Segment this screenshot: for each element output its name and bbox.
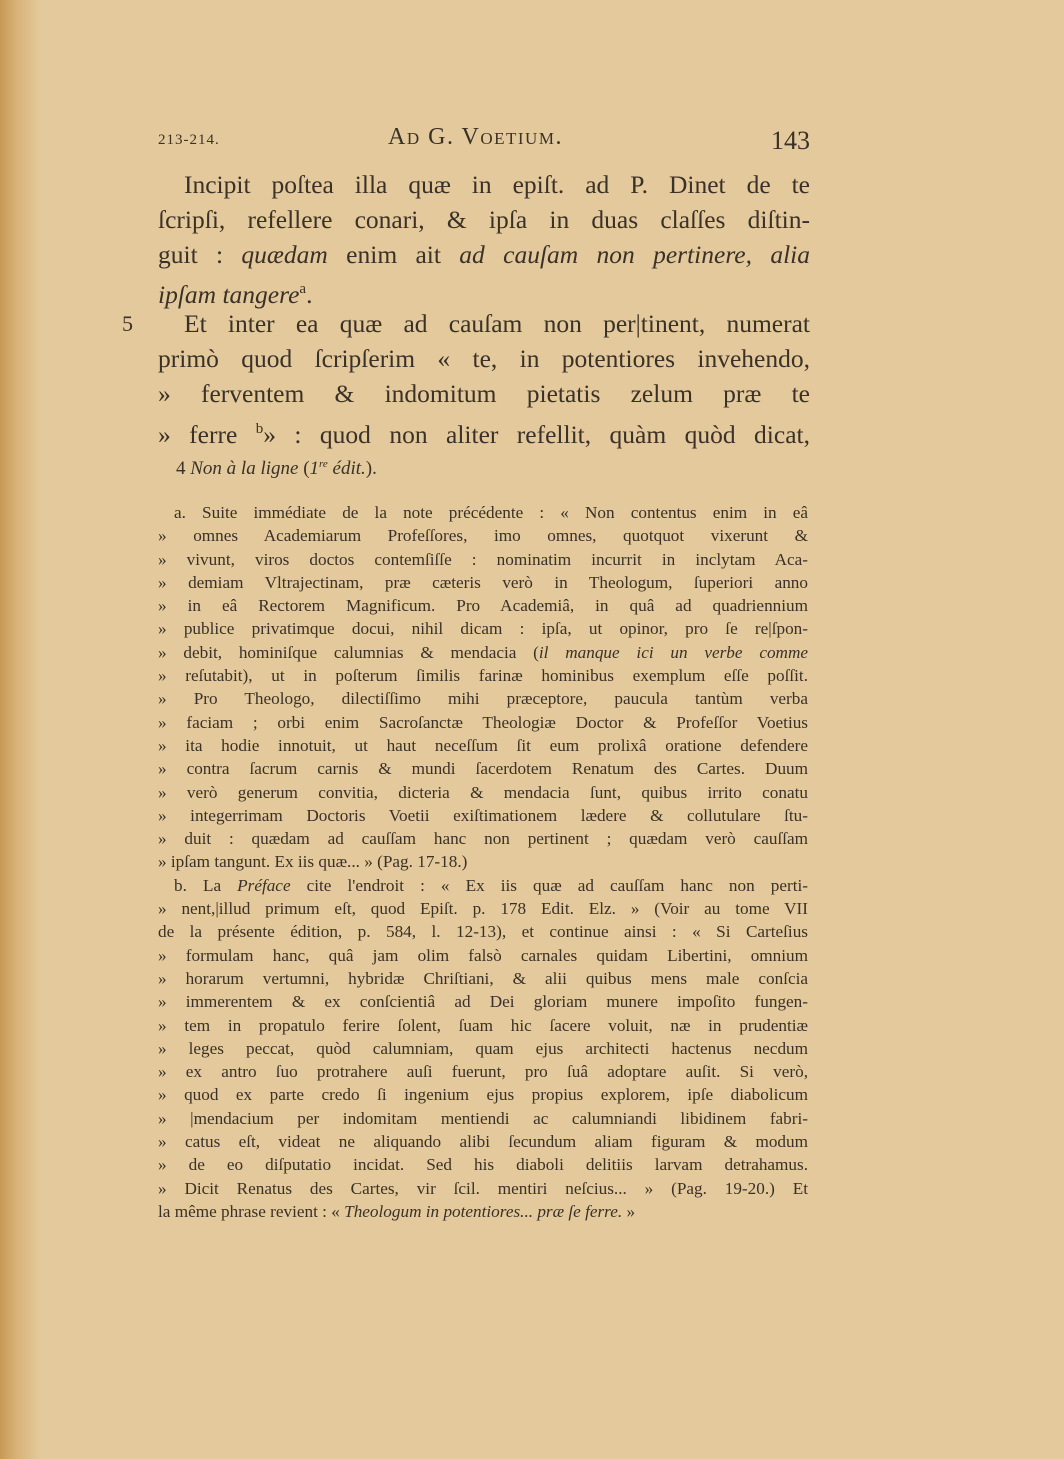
footnote-line: » publice privatimque docui, nihil dicam : ipſa, ut opinor, pro ſe re|ſpon-	[158, 619, 808, 639]
text-line: Incipit poſtea illa quæ in epiſt. ad P. Dinet de te	[184, 170, 810, 199]
footnote-line: » horarum vertumni, hybridæ Chriſtiani, & alii quibus mens male conſcia	[158, 968, 808, 988]
text-line: guit : quædam enim ait ad cauſam non pertinere, alia	[158, 239, 810, 269]
footnote-line: » leges peccat, quòd calumniam, quam ejus architecti hactenus necdum	[158, 1038, 808, 1058]
text-line: primò quod ſcripſerim « te, in potentiores invehendo,	[158, 343, 810, 373]
footnote-line: » omnes Academiarum Profeſſores, imo omnes, quotquot vixerunt &	[158, 526, 808, 546]
footnote-line: » duit : quædam ad cauſſam hanc non pertinent ; quædam verò cauſſam	[158, 829, 808, 849]
footnotes	[158, 501, 808, 1223]
footnote-line: » contra ſacrum carnis & mundi ſacerdotem Renatum des Cartes. Duum	[158, 759, 808, 779]
margin-line-number: 5	[122, 311, 133, 336]
footnote-line: » debit, hominiſque calumnias & mendacia (il manque ici un verbe comme	[158, 642, 808, 662]
running-head	[158, 124, 810, 164]
footnote-line: » tem in propatulo ferire ſolent, ſuam hic ſacere voluit, næ in prudentiæ	[158, 1015, 808, 1035]
footnote-line: » |mendacium per indomitam mentiendi ac calumniandi libidinem fabri-	[158, 1108, 808, 1128]
footnote-line: b. La Préface cite l'endroit : « Ex iis quæ ad cauſſam hanc non perti-	[174, 875, 808, 895]
text-line: ſcripſi, refellere conari, & ipſa in duas claſſes diſtin-	[158, 204, 810, 234]
footnote-line: a. Suite immédiate de la note précédente : « Non contentus enim in eâ	[174, 503, 808, 522]
text-line: ipſam tangere$^a$.	[158, 280, 313, 310]
footnote-line: » ita hodie innotuit, ut haut neceſſum ſit eum prolixâ oratione defendere	[158, 735, 808, 755]
footnote-line: » de eo diſputatio incidat. Sed his diaboli delitiis larvam detrahamus.	[158, 1155, 808, 1175]
text-line: Et inter ea quæ ad cauſam non per|tinent, numerat	[184, 309, 810, 339]
text-line: » ferventem & indomitum pietatis zelum præ te	[158, 378, 810, 408]
footnote-line: de la présente édition, p. 584, l. 12-13), et continue ainsi : « Si Carteſius	[158, 922, 808, 942]
footnote-line: » demiam Vltrajectinam, præ cæteris verò in Theologum, ſuperiori anno	[158, 572, 808, 592]
main-text	[158, 168, 810, 449]
footnote-line: » catus eſt, videat ne aliquando alibi ſecundum aliam figuram & modum	[158, 1132, 808, 1152]
footnote-line: » faciam ; orbi enim Sacroſanctæ Theologiæ Doctor & Profeſſor Voetius	[158, 712, 808, 732]
footnote-line: » in eâ Rectorem Magnificum. Pro Academiâ, in quâ ad quadriennium	[158, 596, 808, 616]
footnote-line: » reſutabit), ut in poſterum ſimilis farinæ hominibus exemplum eſſe poſſit.	[158, 666, 808, 686]
footnote-line: » immerentem & ex conſcientiâ ad Dei gloriam munere impoſito fungen-	[158, 992, 808, 1012]
footnote-line: » integerrimam Doctoris Voetii exiſtimationem lædere & collutulare ſtu-	[158, 805, 808, 825]
footnote-line: » ex antro ſuo protrahere auſi fuerunt, pro ſuâ adoptare auſit. Si verò,	[158, 1062, 808, 1082]
footnote-line: » nent,|illud primum eſt, quod Epiſt. p. 178 Edit. Elz. » (Voir au tome VII	[158, 899, 808, 919]
textual-variant: 4 Non à la ligne (1re édit.).	[176, 458, 377, 479]
footnote-line: » formulam hanc, quâ jam olim falsò carnales quidam Libertini, omnium	[158, 945, 808, 965]
footnote-line: » quod ex parte credo ſi ingenium ejus propius explorem, ipſe diabolicum	[158, 1085, 808, 1105]
running-title: Ad G. Voetium.	[388, 124, 563, 150]
footnote-line: » Pro Theologo, dilectiſſimo mihi præceptore, paucula tantùm verba	[158, 689, 808, 709]
footnote-line: » verò generum convitia, dicteria & mendacia ſunt, quibus irrito conatu	[158, 782, 808, 802]
page-number: 143	[771, 126, 810, 155]
footnote-line: » vivunt, viros doctos contemſiſſe : nominatim incurrit in inclytam Aca-	[158, 549, 808, 569]
page-range-reference: 213-214.	[158, 132, 220, 148]
footnote-line: » ipſam tangunt. Ex iis quæ... » (Pag. 17-18.)	[158, 852, 468, 872]
text-line: » ferre $^b$» : quod non aliter refellit, quàm quòd dicat,	[158, 419, 810, 449]
footnote-line: la même phrase revient : « Theologum in potentiores... præ ſe ferre. »	[158, 1201, 636, 1221]
footnote-line: » Dicit Renatus des Cartes, vir ſcil. mentiri neſcius... » (Pag. 19-20.) Et	[158, 1178, 808, 1198]
